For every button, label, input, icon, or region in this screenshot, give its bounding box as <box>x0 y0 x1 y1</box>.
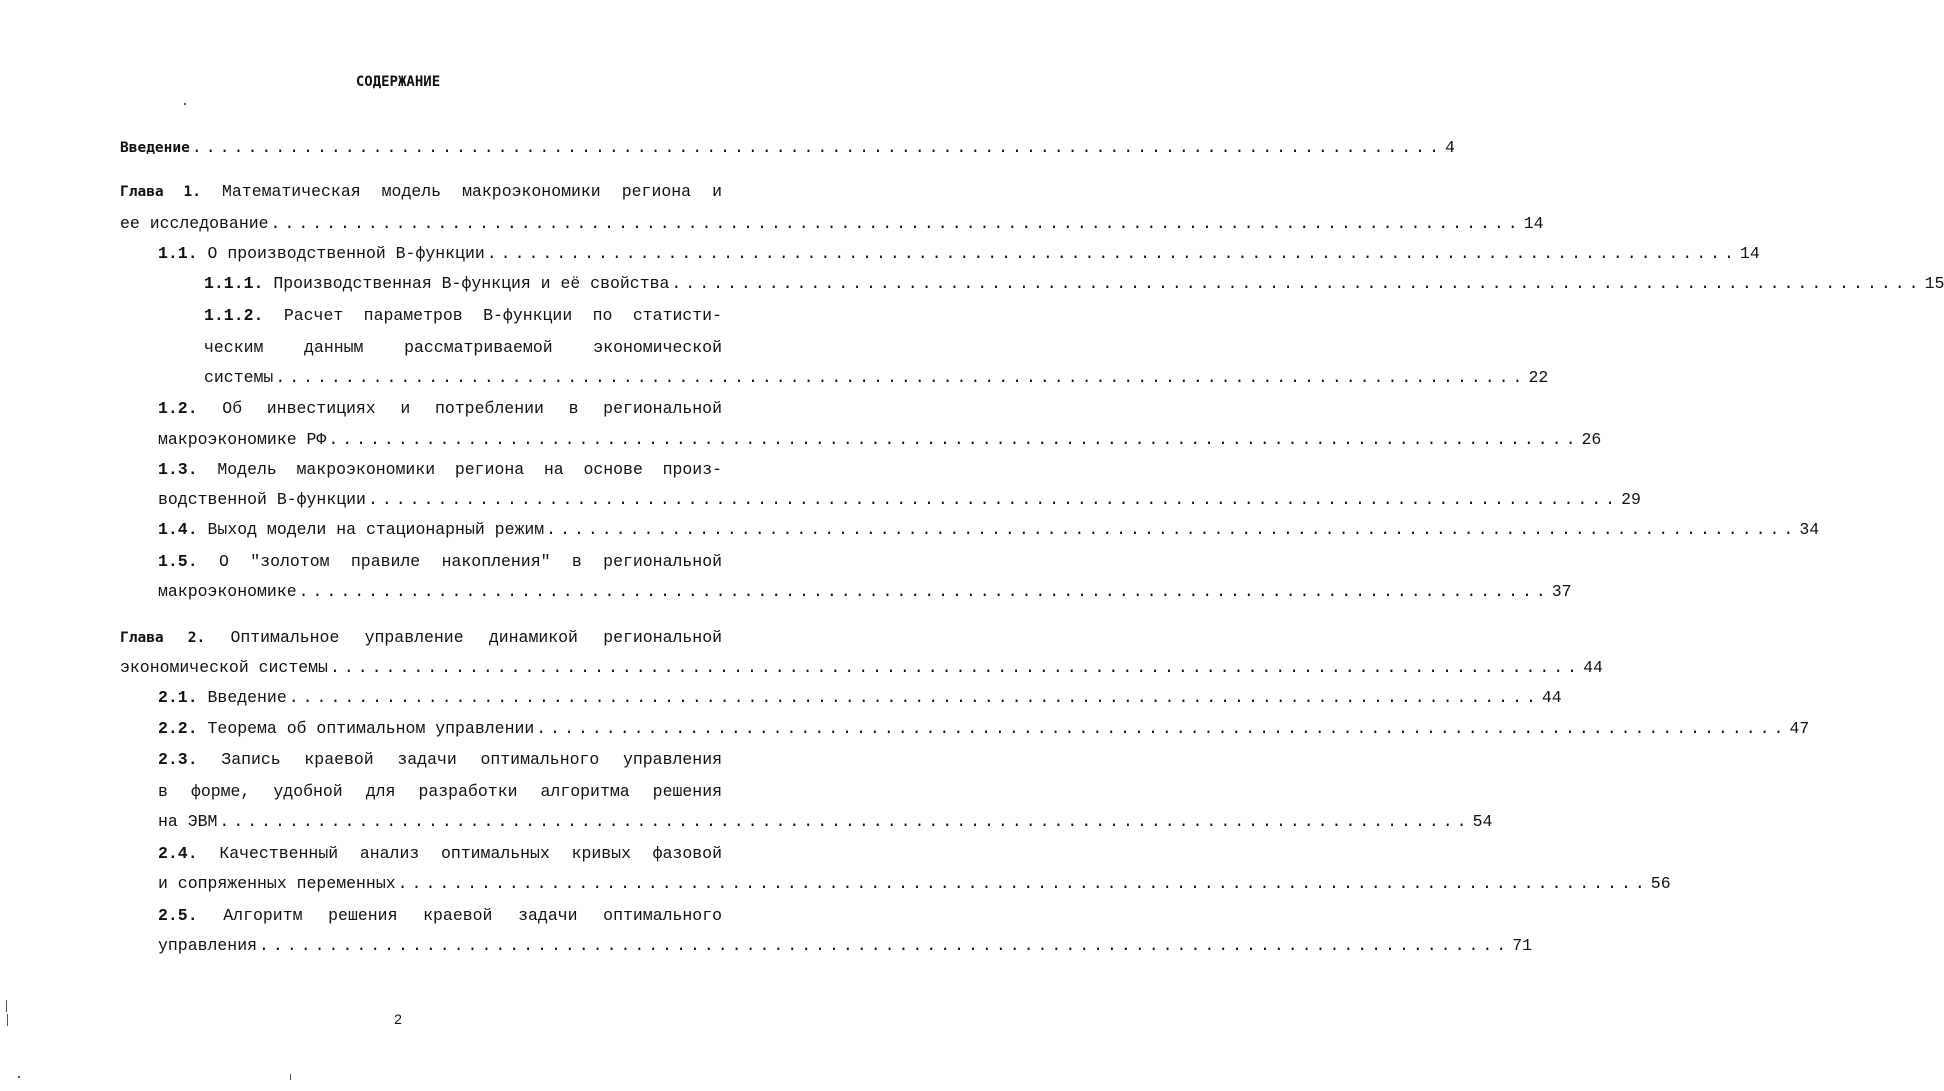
toc-page-number: 4 <box>1445 138 1455 157</box>
toc-entry-1-5[interactable] <box>158 550 722 574</box>
section-title-line: макроэкономике <box>158 582 297 601</box>
toc-page-number: 44 <box>1541 688 1562 707</box>
chapter-title-line: экономической системы <box>120 658 328 677</box>
toc-entry-2-5[interactable] <box>158 904 722 928</box>
toc-chapter-1-heading[interactable] <box>120 180 722 204</box>
toc-page-number: 22 <box>1528 368 1549 387</box>
section-number: 2.4. <box>158 844 198 863</box>
toc-entry-1-5-tail[interactable] <box>158 580 1572 604</box>
page-number: 2 <box>394 1011 402 1027</box>
section-title-line: Расчет параметров B-функции по статисти- <box>283 306 722 325</box>
toc-entry-1-1-2-tail[interactable] <box>204 366 1549 390</box>
toc-entry-1-3-tail[interactable] <box>158 488 1641 512</box>
toc-page-number: 26 <box>1581 430 1602 449</box>
section-title-line: Алгоритм решения краевой задачи оптимального <box>223 906 723 925</box>
section-title: Введение <box>207 688 287 707</box>
section-title-line: в форме, удобной для разработки алгоритма решения <box>158 782 722 801</box>
toc-chapter-2-tail[interactable] <box>120 656 1603 680</box>
leader-dots: .......................................................................................... <box>486 244 1738 263</box>
toc-entry-1-1-2[interactable] <box>204 304 722 328</box>
section-number: 2.2. <box>158 719 198 738</box>
toc-entry-1-1[interactable] <box>158 242 1760 266</box>
section-title-line: Запись краевой задачи оптимального управления <box>221 750 722 769</box>
section-title-line: Об инвестициях и потреблении в региональной <box>222 399 722 418</box>
leader-dots: .......................................................................................... <box>219 812 1471 831</box>
section-title-line: и сопряженных переменных <box>158 874 396 893</box>
section-number: 2.3. <box>158 750 198 769</box>
toc-page-number: 54 <box>1472 812 1493 831</box>
toc-entry-2-5-tail[interactable] <box>158 934 1532 958</box>
toc-page-number: 14 <box>1739 244 1760 263</box>
toc-entry-1-2-tail[interactable] <box>158 428 1602 452</box>
section-number: 2.5. <box>158 906 198 925</box>
toc-page-number: 44 <box>1583 658 1603 677</box>
toc-entry-1-4[interactable] <box>158 518 1820 542</box>
toc-page-number: 71 <box>1512 936 1532 955</box>
leader-dots: .......................................................................................... <box>288 688 1540 707</box>
section-title-line: на ЭВМ <box>158 812 218 831</box>
section-number: 1.1.1. <box>204 274 264 293</box>
section-number: 1.1.2. <box>204 306 264 325</box>
toc-page-number: 15 <box>1924 274 1944 293</box>
section-title: Теорема об оптимальном управлении <box>207 719 535 738</box>
scan-speck <box>184 103 186 105</box>
toc-entry-1-1-2-line2[interactable] <box>204 336 722 360</box>
leader-dots: .......................................................................................... <box>397 874 1649 893</box>
scan-margin-mark <box>7 1014 8 1026</box>
toc-entry-1-2[interactable] <box>158 397 722 421</box>
toc-entry-2-3-line2[interactable] <box>158 780 722 804</box>
section-title-line: ческим данным рассматриваемой экономической <box>204 338 722 357</box>
leader-dots: .......................................................................................... <box>671 274 1923 293</box>
section-title-line: О "золотом правиле накопления" в региональной <box>219 552 722 571</box>
toc-page-number: 47 <box>1789 719 1810 738</box>
leader-dots: .......................................................................................... <box>259 936 1511 955</box>
section-title-line: системы <box>204 368 274 387</box>
toc-page-number: 37 <box>1551 582 1572 601</box>
toc-page-number: 56 <box>1650 874 1671 893</box>
section-number: 1.1. <box>158 244 198 263</box>
scan-speck <box>18 1076 20 1078</box>
toc-entry-2-4-tail[interactable] <box>158 872 1671 896</box>
section-title: Производственная B-функция и её свойства <box>273 274 670 293</box>
leader-dots: .......................................................................................... <box>328 430 1580 449</box>
toc-entry-intro[interactable] <box>120 136 1455 160</box>
section-number: 1.4. <box>158 520 198 539</box>
toc-chapter-2-heading[interactable] <box>120 626 722 650</box>
section-number: 1.2. <box>158 399 198 418</box>
section-title: Выход модели на стационарный режим <box>207 520 545 539</box>
section-title-line: управления <box>158 936 258 955</box>
section-number: 1.5. <box>158 552 198 571</box>
leader-dots: .......................................................................................... <box>275 368 1527 387</box>
toc-page-number: 14 <box>1523 214 1544 233</box>
toc-chapter-1-tail[interactable] <box>120 212 1544 236</box>
toc-entry-1-1-1[interactable] <box>204 272 1944 296</box>
toc-entry-2-3-tail[interactable] <box>158 810 1493 834</box>
leader-dots: .......................................................................................... <box>367 490 1620 509</box>
scan-margin-mark <box>6 1000 7 1012</box>
section-title-line: макроэкономике РФ <box>158 430 327 449</box>
toc-entry-1-3[interactable] <box>158 458 722 482</box>
chapter-label: Глава 2. <box>120 630 206 646</box>
chapter-title-line: ее исследование <box>120 214 269 233</box>
section-number: 2.1. <box>158 688 198 707</box>
toc-entry-2-3[interactable] <box>158 748 722 772</box>
toc-entry-label: Введение <box>120 140 190 156</box>
section-title-line: Качественный анализ оптимальных кривых фазовой <box>219 844 722 863</box>
section-number: 1.3. <box>158 460 198 479</box>
leader-dots: .......................................................................................... <box>536 719 1788 738</box>
section-title-line: Модель макроэкономики региона на основе произ- <box>217 460 723 479</box>
scan-speck <box>290 1074 291 1080</box>
leader-dots: .......................................................................................... <box>329 658 1582 677</box>
toc-entry-2-2[interactable] <box>158 717 1810 741</box>
chapter-title-line: Оптимальное управление динамикой региональной <box>230 628 723 647</box>
section-title-line: водственной B-функции <box>158 490 366 509</box>
chapter-label: Глава 1. <box>120 184 201 200</box>
toc-entry-2-1[interactable] <box>158 686 1562 710</box>
leader-dots: .......................................................................................... <box>191 138 1443 157</box>
section-title: О производственной B-функции <box>207 244 485 263</box>
page-title: СОДЕРЖАНИЕ <box>355 74 441 90</box>
toc-page-number: 29 <box>1621 490 1641 509</box>
leader-dots: .......................................................................................... <box>270 214 1522 233</box>
leader-dots: .......................................................................................... <box>546 520 1798 539</box>
leader-dots: .......................................................................................... <box>298 582 1550 601</box>
toc-entry-2-4[interactable] <box>158 842 722 866</box>
toc-page-number: 34 <box>1799 520 1820 539</box>
chapter-title-line: Математическая модель макроэкономики региона и <box>222 182 722 201</box>
